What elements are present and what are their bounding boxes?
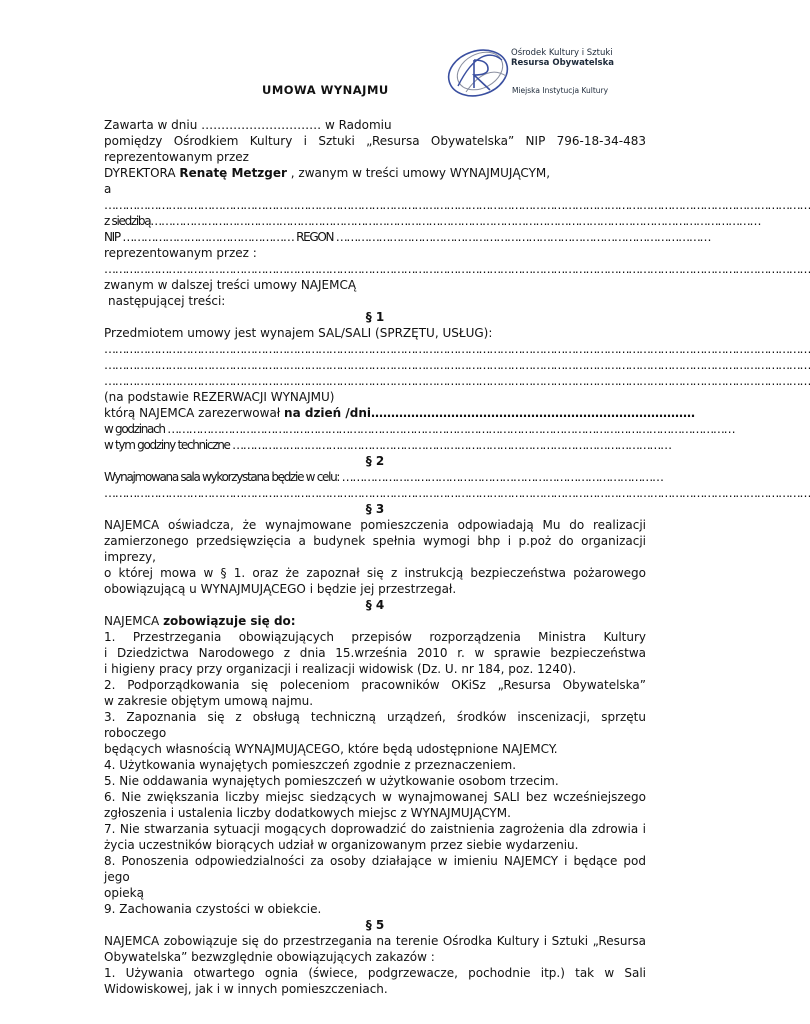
subject-blank-2: ……………………………………………………………………………………………………………………………………………………………………………… bbox=[104, 358, 810, 372]
obligation-8-line-1: 8. Ponoszenia odpowiedzialności za osoby działające w imieniu NAJEMCY i będące pod jego bbox=[104, 854, 646, 884]
director-name: Renatę Metzger bbox=[179, 166, 287, 180]
resursa-logo-icon bbox=[444, 42, 514, 102]
tenant-representative-blank: ……………………………………………………………………………………………………………………………………………………………………………… bbox=[104, 262, 810, 276]
following-content-line: następującej treści: bbox=[108, 294, 226, 308]
obligation-6-line-2: zgłoszenia i ustalenia liczby dodatkowych miejsc z WYNAJMUJĄCYM. bbox=[104, 806, 511, 820]
section-5-line-1: NAJEMCA zobowiązuje się do przestrzegania na terenie Ośrodka Kultury i Sztuki „Resursa bbox=[104, 934, 646, 948]
subject-blank-1: ……………………………………………………………………………………………………………………………………………………………………………… bbox=[104, 342, 810, 356]
document-body bbox=[104, 117, 810, 997]
contract-date-line: Zawarta w dniu ………………………… w Radomiu bbox=[104, 118, 392, 132]
obligation-4: 4. Użytkowania wynajętych pomieszczeń zgodnie z przeznaczeniem. bbox=[104, 758, 517, 772]
section-5-heading: § 5 bbox=[365, 918, 385, 932]
logo-org-line2: Resursa Obywatelska bbox=[511, 58, 614, 68]
obligation-2-line-1: 2. Podporządkowania się poleceniom pracowników OKiSz „Resursa Obywatelska” bbox=[104, 678, 646, 692]
prohibition-1-line-2: Widowiskowej, jak i w innych pomieszczeniach. bbox=[104, 982, 388, 996]
obligation-1-line-2: i Dziedzictwa Narodowego z dnia 15.września 2010 r. w sprawie bezpieczeństwa bbox=[104, 646, 646, 660]
tenant-nip-regon-line: NIP ………………………………………… REGON …………………………………………………………………………………………… bbox=[104, 230, 711, 244]
section-3-line-2: zamierzonego przedsięwzięcia a budynek spełnia wymogi bhp i p.poż do organizacji imprezy, bbox=[104, 534, 646, 564]
institution-logo bbox=[444, 42, 620, 104]
obligation-8-line-2: opieką bbox=[104, 886, 144, 900]
subject-line: Przedmiotem umowy jest wynajem SAL/SALI (SPRZĘTU, USŁUG): bbox=[104, 326, 493, 340]
tenant-name-blank: ……………………………………………………………………………………………………………………………………………………………………………… bbox=[104, 198, 810, 212]
and-line: a bbox=[104, 182, 112, 196]
obligation-7-line-2: życia uczestników biorących udział w organizowanym przez siebie wydarzeniu. bbox=[104, 838, 579, 852]
logo-org-line1: Ośrodek Kultury i Sztuki bbox=[511, 48, 613, 58]
director-line bbox=[104, 165, 646, 181]
section-4-intro-subject: NAJEMCA bbox=[104, 614, 164, 628]
director-prefix: DYREKTORA bbox=[104, 166, 180, 180]
technical-hours-line: w tym godziny techniczne …………………………………………………………………………………………………………… bbox=[104, 438, 671, 452]
section-5-line-2: Obywatelska” bezwzględnie obowiązujących zakazów : bbox=[104, 950, 435, 964]
reservation-date-field: na dzień /dni……………………………………………………………………… bbox=[284, 406, 696, 420]
purpose-blank: ……………………………………………………………………………………………………………………………………………………………………………… bbox=[104, 486, 810, 500]
obligation-9: 9. Zachowania czystości w obiekcie. bbox=[104, 902, 322, 916]
section-4-heading: § 4 bbox=[365, 598, 385, 612]
section-3-line-4: obowiązującą u WYNAJMUJĄCEGO i będzie jej przestrzegał. bbox=[104, 582, 457, 596]
logo-org-name bbox=[511, 48, 614, 68]
prohibition-1-line-1: 1. Używania otwartego ognia (świece, podgrzewacze, pochodnie itp.) tak w Sali bbox=[104, 966, 646, 980]
hours-line: w godzinach …………………………………………………………………………………………………………………………………………… bbox=[104, 422, 735, 436]
director-suffix: , zwanym w treści umowy WYNAJMUJĄCYM, bbox=[286, 166, 551, 180]
obligation-1-line-3: i higieny pracy przy organizacji i realizacji widowisk (Dz. U. nr 184, poz. 1240). bbox=[104, 662, 577, 676]
tenant-address-line: z siedzibą……………………………………………………………………………………………………………………………………………………… bbox=[104, 214, 761, 228]
obligation-5: 5. Nie oddawania wynajętych pomieszczeń w użytkowanie osobom trzecim. bbox=[104, 774, 559, 788]
represented-by-line: reprezentowanym przez bbox=[104, 150, 249, 164]
purpose-line: Wynajmowana sala wykorzystana będzie w celu: ……………………………………………………………………………… bbox=[104, 470, 663, 484]
logo-subtitle: Miejska Instytucja Kultury bbox=[512, 86, 609, 95]
obligation-6-line-1: 6. Nie zwiększania liczby miejsc siedzących w wynajmowanej SALI bez wcześniejszego bbox=[104, 790, 646, 804]
tenant-representative-label: reprezentowanym przez : bbox=[104, 246, 257, 260]
obligation-1-line-1: 1. Przestrzegania obowiązujących przepisów rozporządzenia Ministra Kultury bbox=[104, 630, 646, 644]
reservation-date-line bbox=[104, 405, 696, 421]
lessor-line: pomiędzy Ośrodkiem Kultury i Sztuki „Resursa Obywatelska” NIP 796-18-34-483 bbox=[104, 134, 646, 148]
obligation-3-line-2: będących własnością WYNAJMUJĄCEGO, które będą udostępnione NAJEMCY. bbox=[104, 742, 558, 756]
section-3-heading: § 3 bbox=[365, 502, 385, 516]
obligation-7-line-1: 7. Nie stwarzania sytuacji mogących doprowadzić do zaistnienia zagrożenia dla zdrowia i bbox=[104, 822, 646, 836]
section-1-heading: § 1 bbox=[365, 310, 385, 324]
obligation-2-line-2: w zakresie objętym umową najmu. bbox=[104, 694, 314, 708]
tenant-definition-line: zwanym w dalszej treści umowy NAJEMCĄ bbox=[104, 278, 357, 292]
reservation-basis-line: (na podstawie REZERWACJI WYNAJMU) bbox=[104, 390, 335, 404]
section-2-heading: § 2 bbox=[365, 454, 385, 468]
section-3-line-1: NAJEMCA oświadcza, że wynajmowane pomieszczenia odpowiadają Mu do realizacji bbox=[104, 518, 646, 532]
subject-blank-3: ……………………………………………………………………………………………………………………………………………………………………………… bbox=[104, 374, 810, 388]
document-title: UMOWA WYNAJMU bbox=[262, 83, 389, 97]
section-4-intro bbox=[104, 613, 646, 629]
section-4-intro-obligation: zobowiązuje się do: bbox=[163, 614, 296, 628]
obligation-3-line-1: 3. Zapoznania się z obsługą techniczną urządzeń, środków inscenizacji, sprzętu roboczego bbox=[104, 710, 646, 740]
section-3-line-3: o której mowa w § 1. oraz że zapoznał się z instrukcją bezpieczeństwa pożarowego bbox=[104, 566, 646, 580]
reservation-date-prefix: którą NAJEMCA zarezerwował bbox=[104, 406, 285, 420]
